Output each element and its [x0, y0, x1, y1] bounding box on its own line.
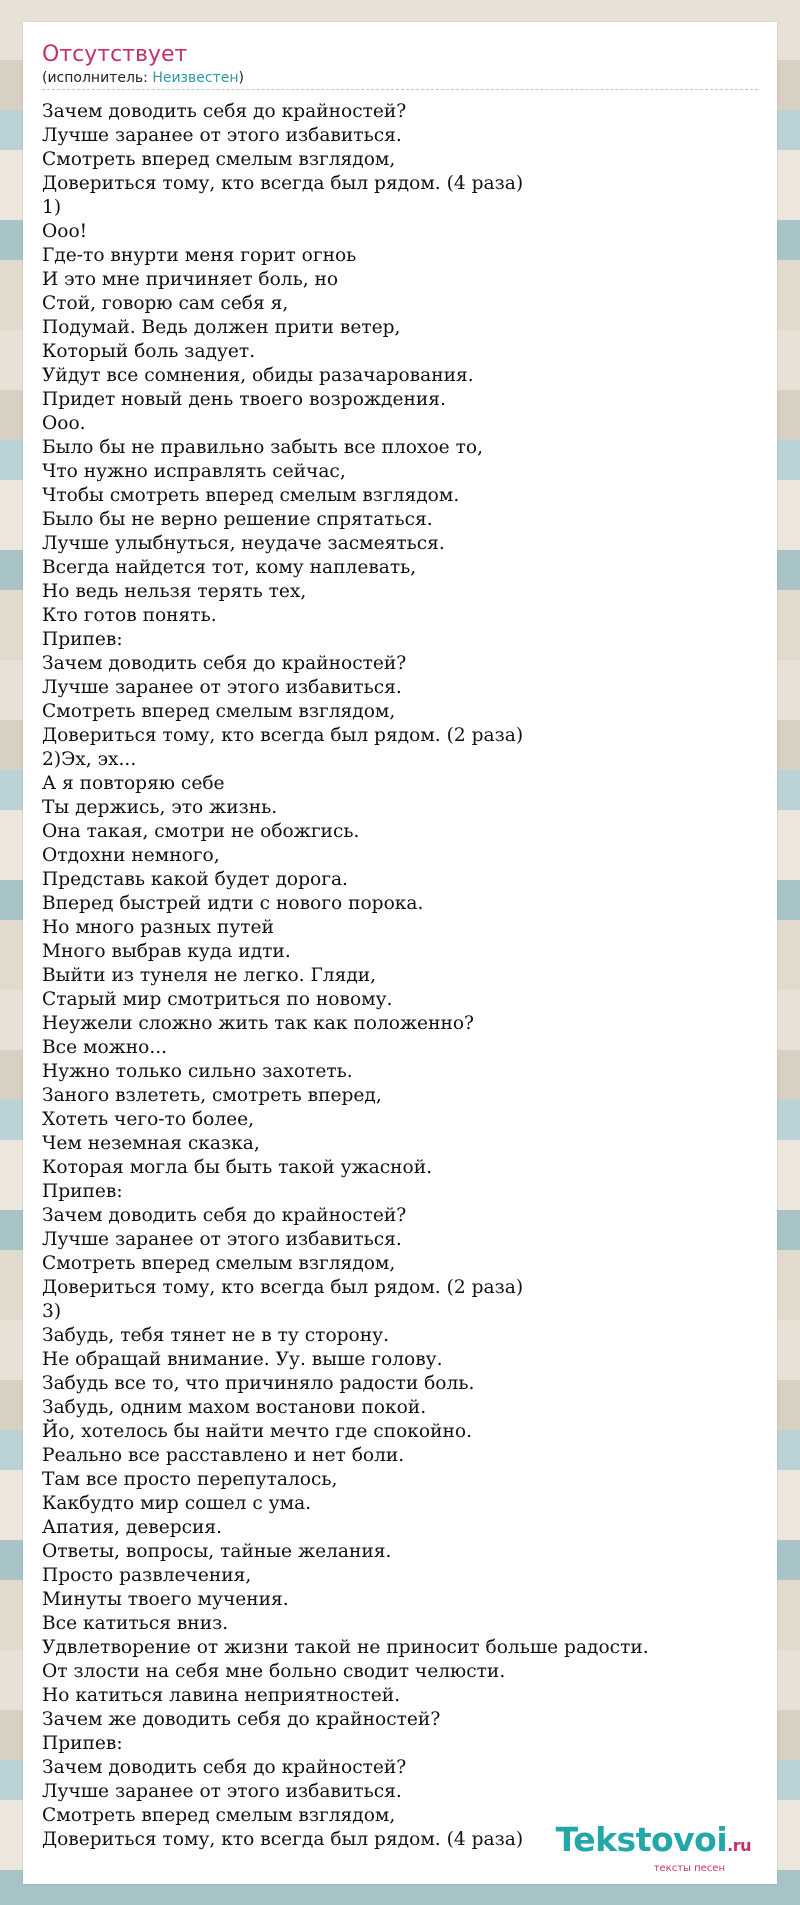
lyric-line: Кто готов понять. — [42, 605, 217, 626]
lyric-line: Забудь все то, что причиняло радости боль. — [42, 1373, 475, 1394]
title-divider — [42, 89, 758, 90]
lyric-line: Заного взлететь, смотреть вперед, — [42, 1085, 382, 1106]
lyric-line: Смотреть вперед смелым взглядом, — [42, 1253, 396, 1274]
lyric-line: Подумай. Ведь должен прити ветер, — [42, 317, 401, 338]
lyric-line: Зачем доводить себя до крайностей? — [42, 1205, 407, 1226]
lyric-line: Выйти из тунеля не легко. Гляди, — [42, 965, 377, 986]
performer-prefix: (исполнитель: — [42, 70, 153, 86]
lyric-line: Довериться тому, кто всегда был рядом. (4 раза) — [42, 173, 524, 194]
song-title: Отсутствует — [42, 42, 188, 67]
lyric-line: Много выбрав куда идти. — [42, 941, 291, 962]
lyric-line: Лучше заранее от этого избавиться. — [42, 1229, 402, 1250]
lyric-line: Зачем доводить себя до крайностей? — [42, 653, 407, 674]
performer-link[interactable]: Неизвестен — [152, 70, 239, 86]
site-logo[interactable] — [555, 1820, 751, 1874]
lyric-line: Не обращай внимание. Уу. выше голову. — [42, 1349, 443, 1370]
lyric-line: Ооо! — [42, 221, 88, 242]
lyric-line: Забудь, одним махом востанови покой. — [42, 1397, 427, 1418]
lyrics-text — [42, 100, 649, 1852]
lyric-line: Довериться тому, кто всегда был рядом. (4 раза) — [42, 1829, 524, 1850]
lyric-line: Придет новый день твоего возрождения. — [42, 389, 446, 410]
logo-name: Tekstovoi — [555, 1820, 728, 1859]
lyric-line: Что нужно исправлять сейчас, — [42, 461, 346, 482]
lyric-line: Припев: — [42, 1181, 123, 1202]
lyric-line: От злости на себя мне больно сводит челюсти. — [42, 1661, 506, 1682]
lyric-line: Уйдут все сомнения, обиды разачарования. — [42, 365, 474, 386]
lyric-line: Ооо. — [42, 413, 86, 434]
lyric-line: Всегда найдется тот, кому наплевать, — [42, 557, 417, 578]
lyric-line: Все катиться вниз. — [42, 1613, 229, 1634]
lyric-line: Забудь, тебя тянет не в ту сторону. — [42, 1325, 389, 1346]
lyric-line: Стой, говорю сам себя я, — [42, 293, 289, 314]
lyric-line: Припев: — [42, 629, 123, 650]
lyric-line: Лучше заранее от этого избавиться. — [42, 677, 402, 698]
logo-tld: .ru — [727, 1836, 751, 1855]
lyric-line: Довериться тому, кто всегда был рядом. (2 раза) — [42, 1277, 524, 1298]
lyric-line: Но ведь нельзя терять тех, — [42, 581, 307, 602]
logo-wordmark — [555, 1820, 751, 1863]
lyric-line: Зачем доводить себя до крайностей? — [42, 101, 407, 122]
lyric-line: Отдохни немного, — [42, 845, 220, 866]
lyric-line: Смотреть вперед смелым взглядом, — [42, 701, 396, 722]
lyric-line: Там все просто перепуталось, — [42, 1469, 338, 1490]
lyric-line: Удвлетворение от жизни такой не приносит больше радости. — [42, 1637, 649, 1658]
lyric-line: Какбудто мир сошел с ума. — [42, 1493, 312, 1514]
lyric-line: А я повторяю себе — [42, 773, 225, 794]
lyric-line: Все можно... — [42, 1037, 168, 1058]
lyric-line: Чтобы смотреть вперед смелым взглядом. — [42, 485, 460, 506]
lyric-line: Просто развлечения, — [42, 1565, 252, 1586]
lyric-line: И это мне причиняет боль, но — [42, 269, 339, 290]
lyric-line: Смотреть вперед смелым взглядом, — [42, 1805, 396, 1826]
lyric-line: Она такая, смотри не обожгись. — [42, 821, 360, 842]
lyrics-card — [23, 22, 777, 1884]
lyric-line: Но много разных путей — [42, 917, 274, 938]
lyric-line: 2)Эх, эх... — [42, 749, 137, 770]
lyric-line: Которая могла бы быть такой ужасной. — [42, 1157, 433, 1178]
performer-line — [42, 70, 244, 87]
lyric-line: Йо, хотелось бы найти мечто где спокойно. — [42, 1421, 472, 1442]
lyric-line: Лучше заранее от этого избавиться. — [42, 1781, 402, 1802]
lyric-line: Довериться тому, кто всегда был рядом. (2 раза) — [42, 725, 524, 746]
lyric-line: Зачем доводить себя до крайностей? — [42, 1757, 407, 1778]
logo-tagline: тексты песен — [653, 1863, 725, 1874]
lyric-line: Зачем же доводить себя до крайностей? — [42, 1709, 441, 1730]
lyric-line: Смотреть вперед смелым взглядом, — [42, 149, 396, 170]
lyric-line: Лучше заранее от этого избавиться. — [42, 125, 402, 146]
lyric-line: Ты держись, это жизнь. — [42, 797, 278, 818]
lyric-line: Но катиться лавина неприятностей. — [42, 1685, 401, 1706]
lyric-line: 1) — [42, 197, 62, 218]
lyric-line: Чем неземная сказка, — [42, 1133, 260, 1154]
lyric-line: Где-то внурти меня горит огноь — [42, 245, 357, 266]
lyric-line: Вперед быстрей идти с нового порока. — [42, 893, 424, 914]
lyric-line: Который боль задует. — [42, 341, 256, 362]
lyric-line: 3) — [42, 1301, 62, 1322]
lyric-line: Представь какой будет дорога. — [42, 869, 348, 890]
lyric-line: Старый мир смотриться по новому. — [42, 989, 393, 1010]
lyric-line: Хотеть чего-то более, — [42, 1109, 255, 1130]
lyric-line: Нужно только сильно захотеть. — [42, 1061, 353, 1082]
lyric-line: Реально все расставлено и нет боли. — [42, 1445, 405, 1466]
performer-suffix: ) — [238, 70, 244, 86]
lyric-line: Припев: — [42, 1733, 123, 1754]
lyric-line: Лучше улыбнуться, неудаче засмеяться. — [42, 533, 445, 554]
lyric-line: Апатия, деверсия. — [42, 1517, 223, 1538]
lyric-line: Было бы не правильно забыть все плохое то, — [42, 437, 483, 458]
lyric-line: Было бы не верно решение спрятаться. — [42, 509, 433, 530]
lyric-line: Минуты твоего мучения. — [42, 1589, 289, 1610]
lyric-line: Ответы, вопросы, тайные желания. — [42, 1541, 392, 1562]
lyric-line: Неужели сложно жить так как положенно? — [42, 1013, 475, 1034]
